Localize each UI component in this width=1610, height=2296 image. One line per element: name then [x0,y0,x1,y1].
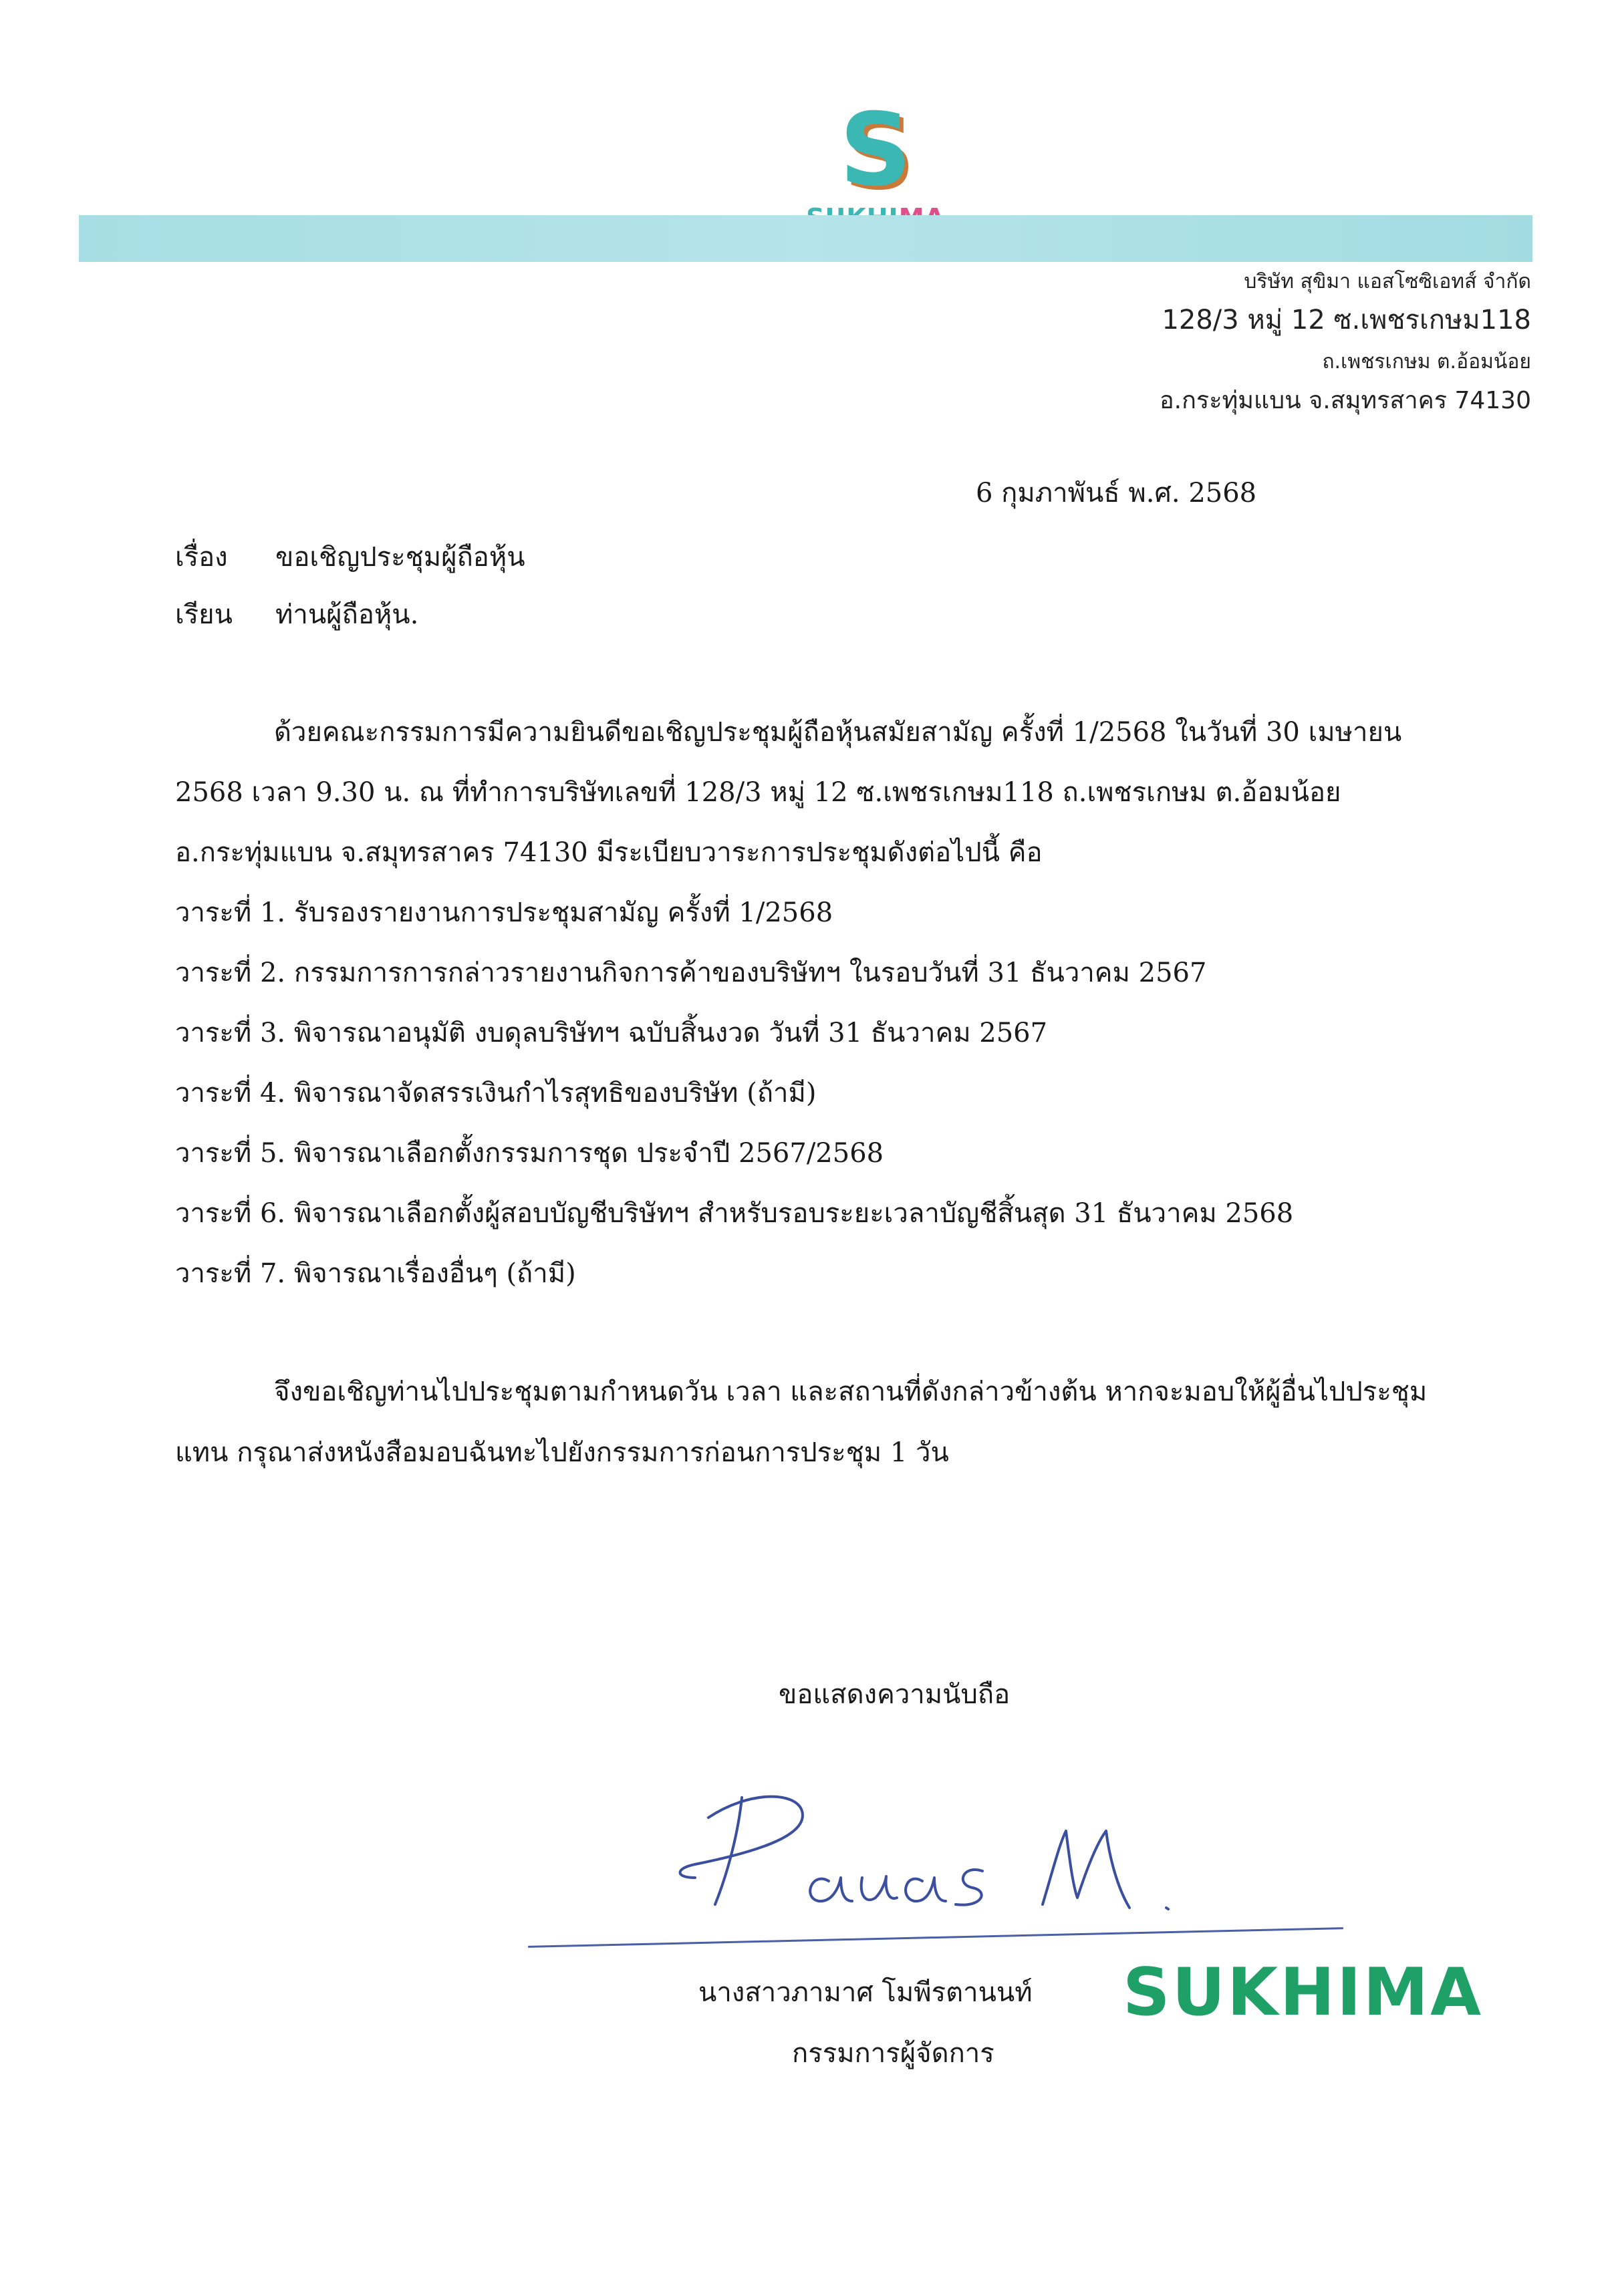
subject-label: เรื่อง [175,542,228,573]
subject-text: ขอเชิญประชุมผู้ถือหุ้น [275,542,525,573]
letter-date: 6 กุมภาพันธ์ พ.ศ. 2568 [976,478,1257,509]
company-stamp: SUKHIMA [1123,1955,1483,2031]
company-address-line-2: ถ.เพชรเกษม ต.อ้อมน้อย [1322,350,1531,374]
intro-line: ด้วยคณะกรรมการมีความยินดีขอเชิญประชุมผู้ถือหุ้นสมัยสามัญ ครั้งที่ 1/2568 ในวันที่ 30 เมษายน [274,717,1402,748]
company-name: บริษัท สุขิมา แอสโซซิเอทส์ จำกัด [1244,270,1531,293]
closing-line: แทน กรุณาส่งหนังสือมอบฉันทะไปยังกรรมการก่อนการประชุม 1 วัน [175,1437,949,1468]
logo-letter: S [839,92,912,208]
agenda-item: วาระที่ 1. รับรองรายงานการประชุมสามัญ ครั้งที่ 1/2568 [175,897,833,928]
agenda-item: วาระที่ 6. พิจารณาเลือกตั้งผู้สอบบัญชีบริษัทฯ สำหรับรอบระยะเวลาบัญชีสิ้นสุด 31 ธันวาคม 2568 [175,1198,1294,1229]
agenda-item: วาระที่ 2. กรรมการการกล่าวรายงานกิจการค้าของบริษัทฯ ในรอบวันที่ 31 ธันวาคม 2567 [175,958,1207,988]
signature [668,1771,1216,1945]
agenda-item: วาระที่ 3. พิจารณาอนุมัติ งบดุลบริษัทฯ ฉบับสิ้นงวด วันที่ 31 ธันวาคม 2567 [175,1018,1048,1048]
closing-regards: ขอแสดงความนับถือ [779,1679,1011,1710]
signatory-title: กรรมการผู้จัดการ [792,2038,994,2069]
agenda-item: วาระที่ 5. พิจารณาเลือกตั้งกรรมการชุด ประจำปี 2567/2568 [175,1138,884,1169]
signatory-name: นางสาวภามาศ โมพีรตานนท์ [698,1977,1033,2008]
closing-line: จึงขอเชิญท่านไปประชุมตามกำหนดวัน เวลา และสถานที่ดังกล่าวข้างต้น หากจะมอบให้ผู้อื่นไปประชุม [274,1377,1428,1407]
salutation-label: เรียน [175,599,233,630]
salutation-text: ท่านผู้ถือหุ้น. [275,599,419,630]
company-address-line-1: 128/3 หมู่ 12 ซ.เพชรเกษม118 [1162,305,1531,335]
agenda-item: วาระที่ 7. พิจารณาเรื่องอื่นๆ (ถ้ามี) [175,1258,576,1289]
header-band [79,215,1532,262]
company-address-line-3: อ.กระทุ่มแบน จ.สมุทรสาคร 74130 [1160,387,1531,414]
intro-line: 2568 เวลา 9.30 น. ณ ที่ทำการบริษัทเลขที่ 128/3 หมู่ 12 ซ.เพชรเกษม118 ถ.เพชรเกษม ต.อ้อมน้อย [175,777,1341,808]
intro-line: อ.กระทุ่มแบน จ.สมุทรสาคร 74130 มีระเบียบวาระการประชุมดังต่อไปนี้ คือ [175,837,1043,868]
agenda-item: วาระที่ 4. พิจารณาจัดสรรเงินกำไรสุทธิของบริษัท (ถ้ามี) [175,1078,817,1109]
